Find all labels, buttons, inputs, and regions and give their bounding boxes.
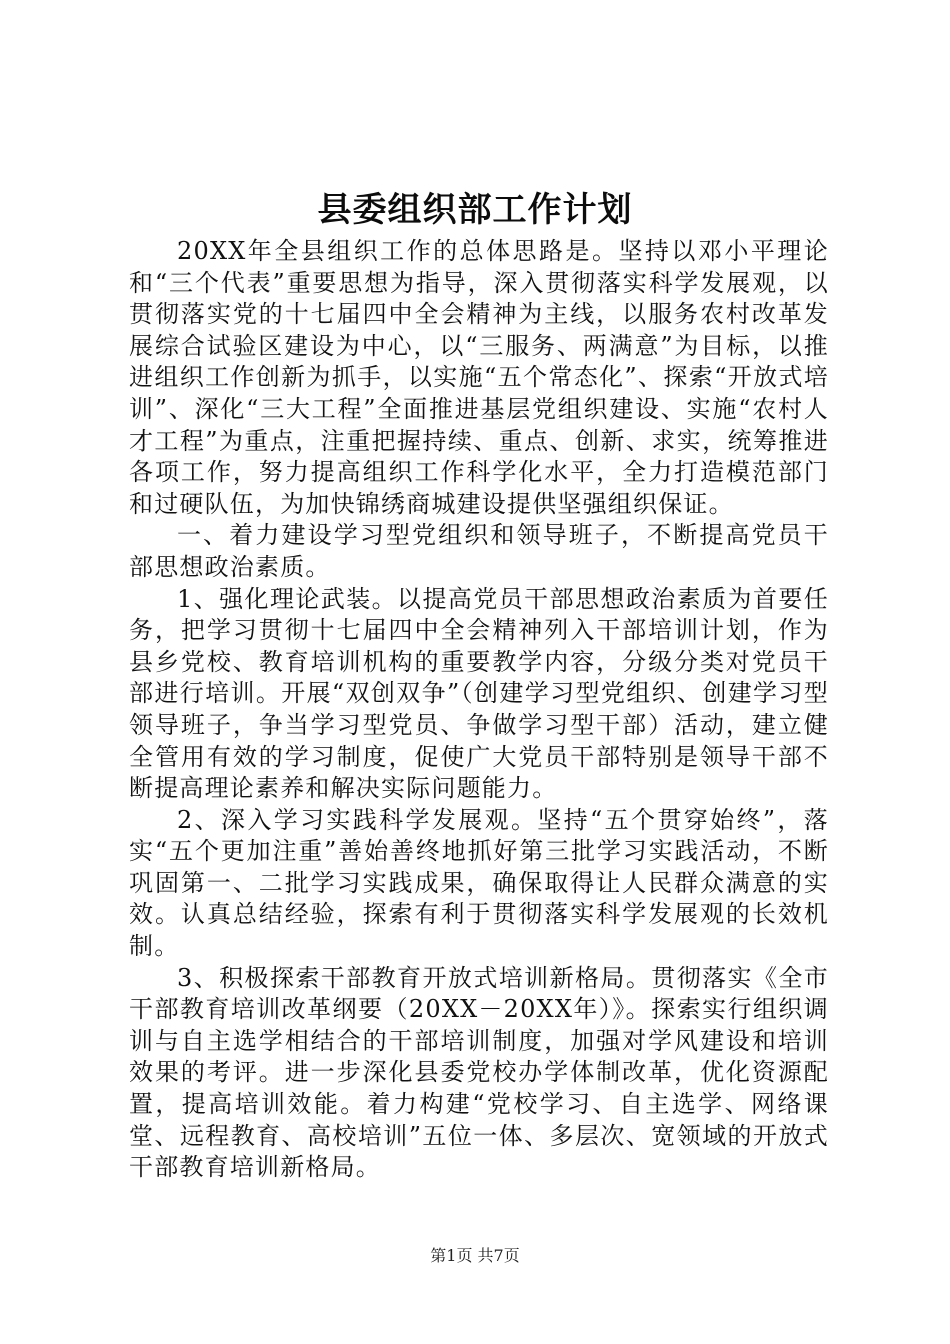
paragraph-item-3: 3、积极探索干部教育开放式培训新格局。贯彻落实《全市干部教育培训改革纲要（20XX－20XX年）》。探索实行组织调训与自主选学相结合的干部培训制度，加强对学风建设和培训效果的考评。进一步深化县委党校办学体制改革，优化资源配置，提高培训效能。着力构建“党校学习、自主选学、网络课堂、远程教育、高校培训”五位一体、多层次、宽领域的开放式干部教育培训新格局。 — [129, 963, 829, 1182]
paragraph-section-one: 一、着力建设学习型党组织和领导班子，不断提高党员干部思想政治素质。 — [129, 521, 829, 581]
paragraph-item-1: 1、强化理论武装。以提高党员干部思想政治素质为首要任务，把学习贯彻十七届四中全会精神列入干部培训计划，作为县乡党校、教育培训机构的重要教学内容，分级分类对党员干部进行培训。开展“双创双争”（创建学习型党组织、创建学习型领导班子，争当学习型党员、争做学习型干部）活动，建立健全管用有效的学习制度，促使广大党员干部特别是领导干部不断提高理论素养和解决实际问题能力。 — [129, 584, 829, 803]
paragraph-intro: 20XX年全县组织工作的总体思路是。坚持以邓小平理论和“三个代表”重要思想为指导，深入贯彻落实科学发展观，以贯彻落实党的十七届四中全会精神为主线，以服务农村改革发展综合试验区建设为中心，以“三服务、两满意”为目标，以推进组织工作创新为抓手，以实施“五个常态化”、探索“开放式培训”、深化“三大工程”全面推进基层党组织建设、实施“农村人才工程”为重点，注重把握持续、重点、创新、求实，统筹推进各项工作，努力提高组织工作科学化水平，全力打造模范部门和过硬队伍，为加快锦绣商城建设提供坚强组织保证。 — [129, 237, 829, 518]
paragraph-item-2: 2、深入学习实践科学发展观。坚持“五个贯穿始终”，落实“五个更加注重”善始善终地抓好第三批学习实践活动，不断巩固第一、二批学习实践成果，确保取得让人民群众满意的实效。认真总结经验，探索有利于贯彻落实科学发展观的长效机制。 — [129, 805, 829, 961]
page-number-footer: 第1页 共7页 — [430, 1246, 520, 1265]
document-title: 县委组织部工作计划 — [317, 190, 633, 230]
document-body — [129, 236, 829, 1184]
